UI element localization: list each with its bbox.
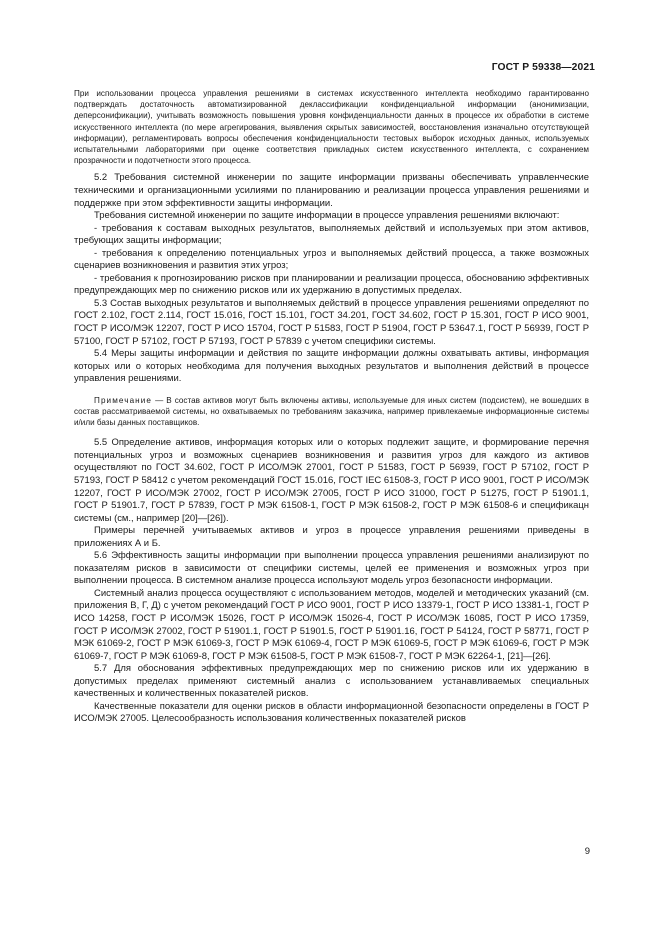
document-body	[74, 88, 589, 726]
paragraph-5-5: 5.5 Определение активов, информация которых или о которых подлежит защите, и формирование перечня потенциальных угроз и возможных сценариев возникновения и развития угроз для каждого из активов осуществляют по ГОСТ 34.602, ГОСТ Р ИСО/МЭК 27001, ГОСТ Р 51583, ГОСТ Р 56939, ГОСТ Р 57102, ГОСТ Р 57193, ГОСТ Р 58412 с учетом рекомендаций ГОСТ 15.016, ГОСТ IEC 61508-3, ГОСТ Р ИСО 9001, ГОСТ Р ИСО/МЭК 12207, ГОСТ Р ИСО/МЭК 27002, ГОСТ Р ИСО/МЭК 27005, ГОСТ Р ИСО 31000, ГОСТ Р 51275, ГОСТ Р 51901.1, ГОСТ Р 51901.7, ГОСТ Р 57839, ГОСТ Р МЭК 61508-1, ГОСТ Р МЭК 61508-2, ГОСТ Р МЭК 61508-6 и спецификацн системы (см., например [20]—[26]).	[74, 437, 589, 524]
document-code-header: ГОСТ Р 59338—2021	[491, 62, 595, 73]
paragraph-5-7: 5.7 Для обоснования эффективных предупреждающих мер по снижению рисков или их удержанию в допустимых пределах применяют системный анализ с использованием устанавливаемых специальных качественных и количественных показателей рисков.	[74, 663, 589, 700]
paragraph-qualitative-indicators: Качественные показатели для оценки рисков в области информационной безопасности определены в ГОСТ Р ИСО/МЭК 27005. Целесообразность использования количественных показателей рисков	[74, 700, 589, 725]
page-number: 9	[584, 846, 590, 857]
paragraph-ai-confidentiality: При использовании процесса управления решениями в системах искусственного интеллекта необходимо гарантированно подтверждать достаточность автоматизированной деклассификации конфиденциальной информации (анонимизации, деперсонификации), учитывать возможность повышения уровня конфиденциальности данных в процессе их обработки в системе искусственного интеллекта (по мере агрегирования, выявления скрытых зависимостей, восстановления изначально отсутствующей информации), регламентировать вопросы обеспечения конфиденциальности тестовых выборок исходных данных, используемых испытательными лабораториями при оценке соответствия прикладных систем искусственного интеллекта, с сохранением прозрачности и подотчетности этого процесса.	[74, 89, 589, 166]
note-paragraph	[74, 395, 589, 429]
paragraph-requirements-intro: Требования системной инженерии по защите информации в процессе управления решениями включают:	[94, 210, 560, 222]
paragraph-5-6: 5.6 Эффективность защиты информации при выполнении процесса управления решениями анализируют по показателям рисков в зависимости от специфики системы, целей ее применения и возможных угроз при выполнении процесса. В системном анализе процесса используют модель угроз безопасности информации.	[74, 550, 589, 587]
paragraph-5-2: 5.2 Требования системной инженерии по защите информации призваны обеспечивать управленческие техническими и организационными усилиями по планированию и реализации процесса управления решениями и поддержке при этом эффективности защиты информации.	[74, 172, 589, 209]
list-item-outputs: - требования к составам выходных результатов, выполняемых действий и используемых при этом активов, требующих защиты информации;	[74, 222, 589, 247]
note-label: Примечание	[94, 395, 153, 405]
paragraph-5-3: 5.3 Состав выходных результатов и выполняемых действий в процессе управления решениями определяют по ГОСТ 2.102, ГОСТ 2.114, ГОСТ 15.016, ГОСТ 15.101, ГОСТ 34.201, ГОСТ 34.602, ГОСТ Р 15.301, ГОСТ Р ИСО 9001, ГОСТ Р ИСО/МЭК 12207, ГОСТ Р ИСО 15704, ГОСТ Р 51583, ГОСТ Р 51904, ГОСТ Р 53647.1, ГОСТ Р 56939, ГОСТ Р 57100, ГОСТ Р 57102, ГОСТ Р 57193, ГОСТ Р 57839 с учетом специфики системы.	[74, 297, 589, 347]
paragraph-examples: Примеры перечней учитываемых активов и угроз в процессе управления решениями приведены в приложениях А и Б.	[74, 525, 589, 549]
paragraph-5-4: 5.4 Меры защиты информации и действия по защите информации должны охватывать активы, информация которых или о которых необходима для получения выходных результатов и выполнения действий в процессе управления решениями.	[74, 348, 589, 385]
list-item-risks: - требования к прогнозированию рисков при планировании и реализации процесса, обоснованию эффективных предупреждающих мер по снижению рисков или их удержанию в допустимых пределах.	[74, 272, 589, 297]
paragraph-system-analysis: Системный анализ процесса осуществляют с использованием методов, моделей и методических указаний (см. приложения В, Г, Д) с учетом рекомендаций ГОСТ Р ИСО 9001, ГОСТ Р ИСО 13379-1, ГОСТ Р ИСО 13381-1, ГОСТ Р ИСО 14258, ГОСТ Р ИСО/МЭК 15026, ГОСТ Р ИСО/МЭК 15026-4, ГОСТ Р ИСО/МЭК 16085, ГОСТ Р ИСО 17359, ГОСТ Р ИСО/МЭК 27002, ГОСТ Р 51901.1, ГОСТ Р 51901.5, ГОСТ Р 51901.16, ГОСТ Р 54124, ГОСТ Р 58771, ГОСТ Р МЭК 61069-2, ГОСТ Р МЭК 61069-3, ГОСТ Р МЭК 61069-4, ГОСТ Р МЭК 61069-5, ГОСТ Р МЭК 61069-6, ГОСТ Р МЭК 61069-7, ГОСТ Р МЭК 61069-8, ГОСТ Р МЭК 61508-5, ГОСТ Р МЭК 61508-7, ГОСТ Р МЭК 62264-1, [21]—[26].	[74, 587, 589, 662]
note-text: — В состав активов могут быть включены активы, используемые для иных систем (подсистем), не вошедших в состав рассматриваемой системы, но охватываемых по требованиям заказчика, например привлекаемые информационные системы и/или базы данных поставщиков.	[74, 395, 589, 428]
list-item-threats: - требования к определению потенциальных угроз и выполняемых действий процесса, а также возможных сценариев возникновения и развития этих угроз;	[74, 247, 589, 272]
